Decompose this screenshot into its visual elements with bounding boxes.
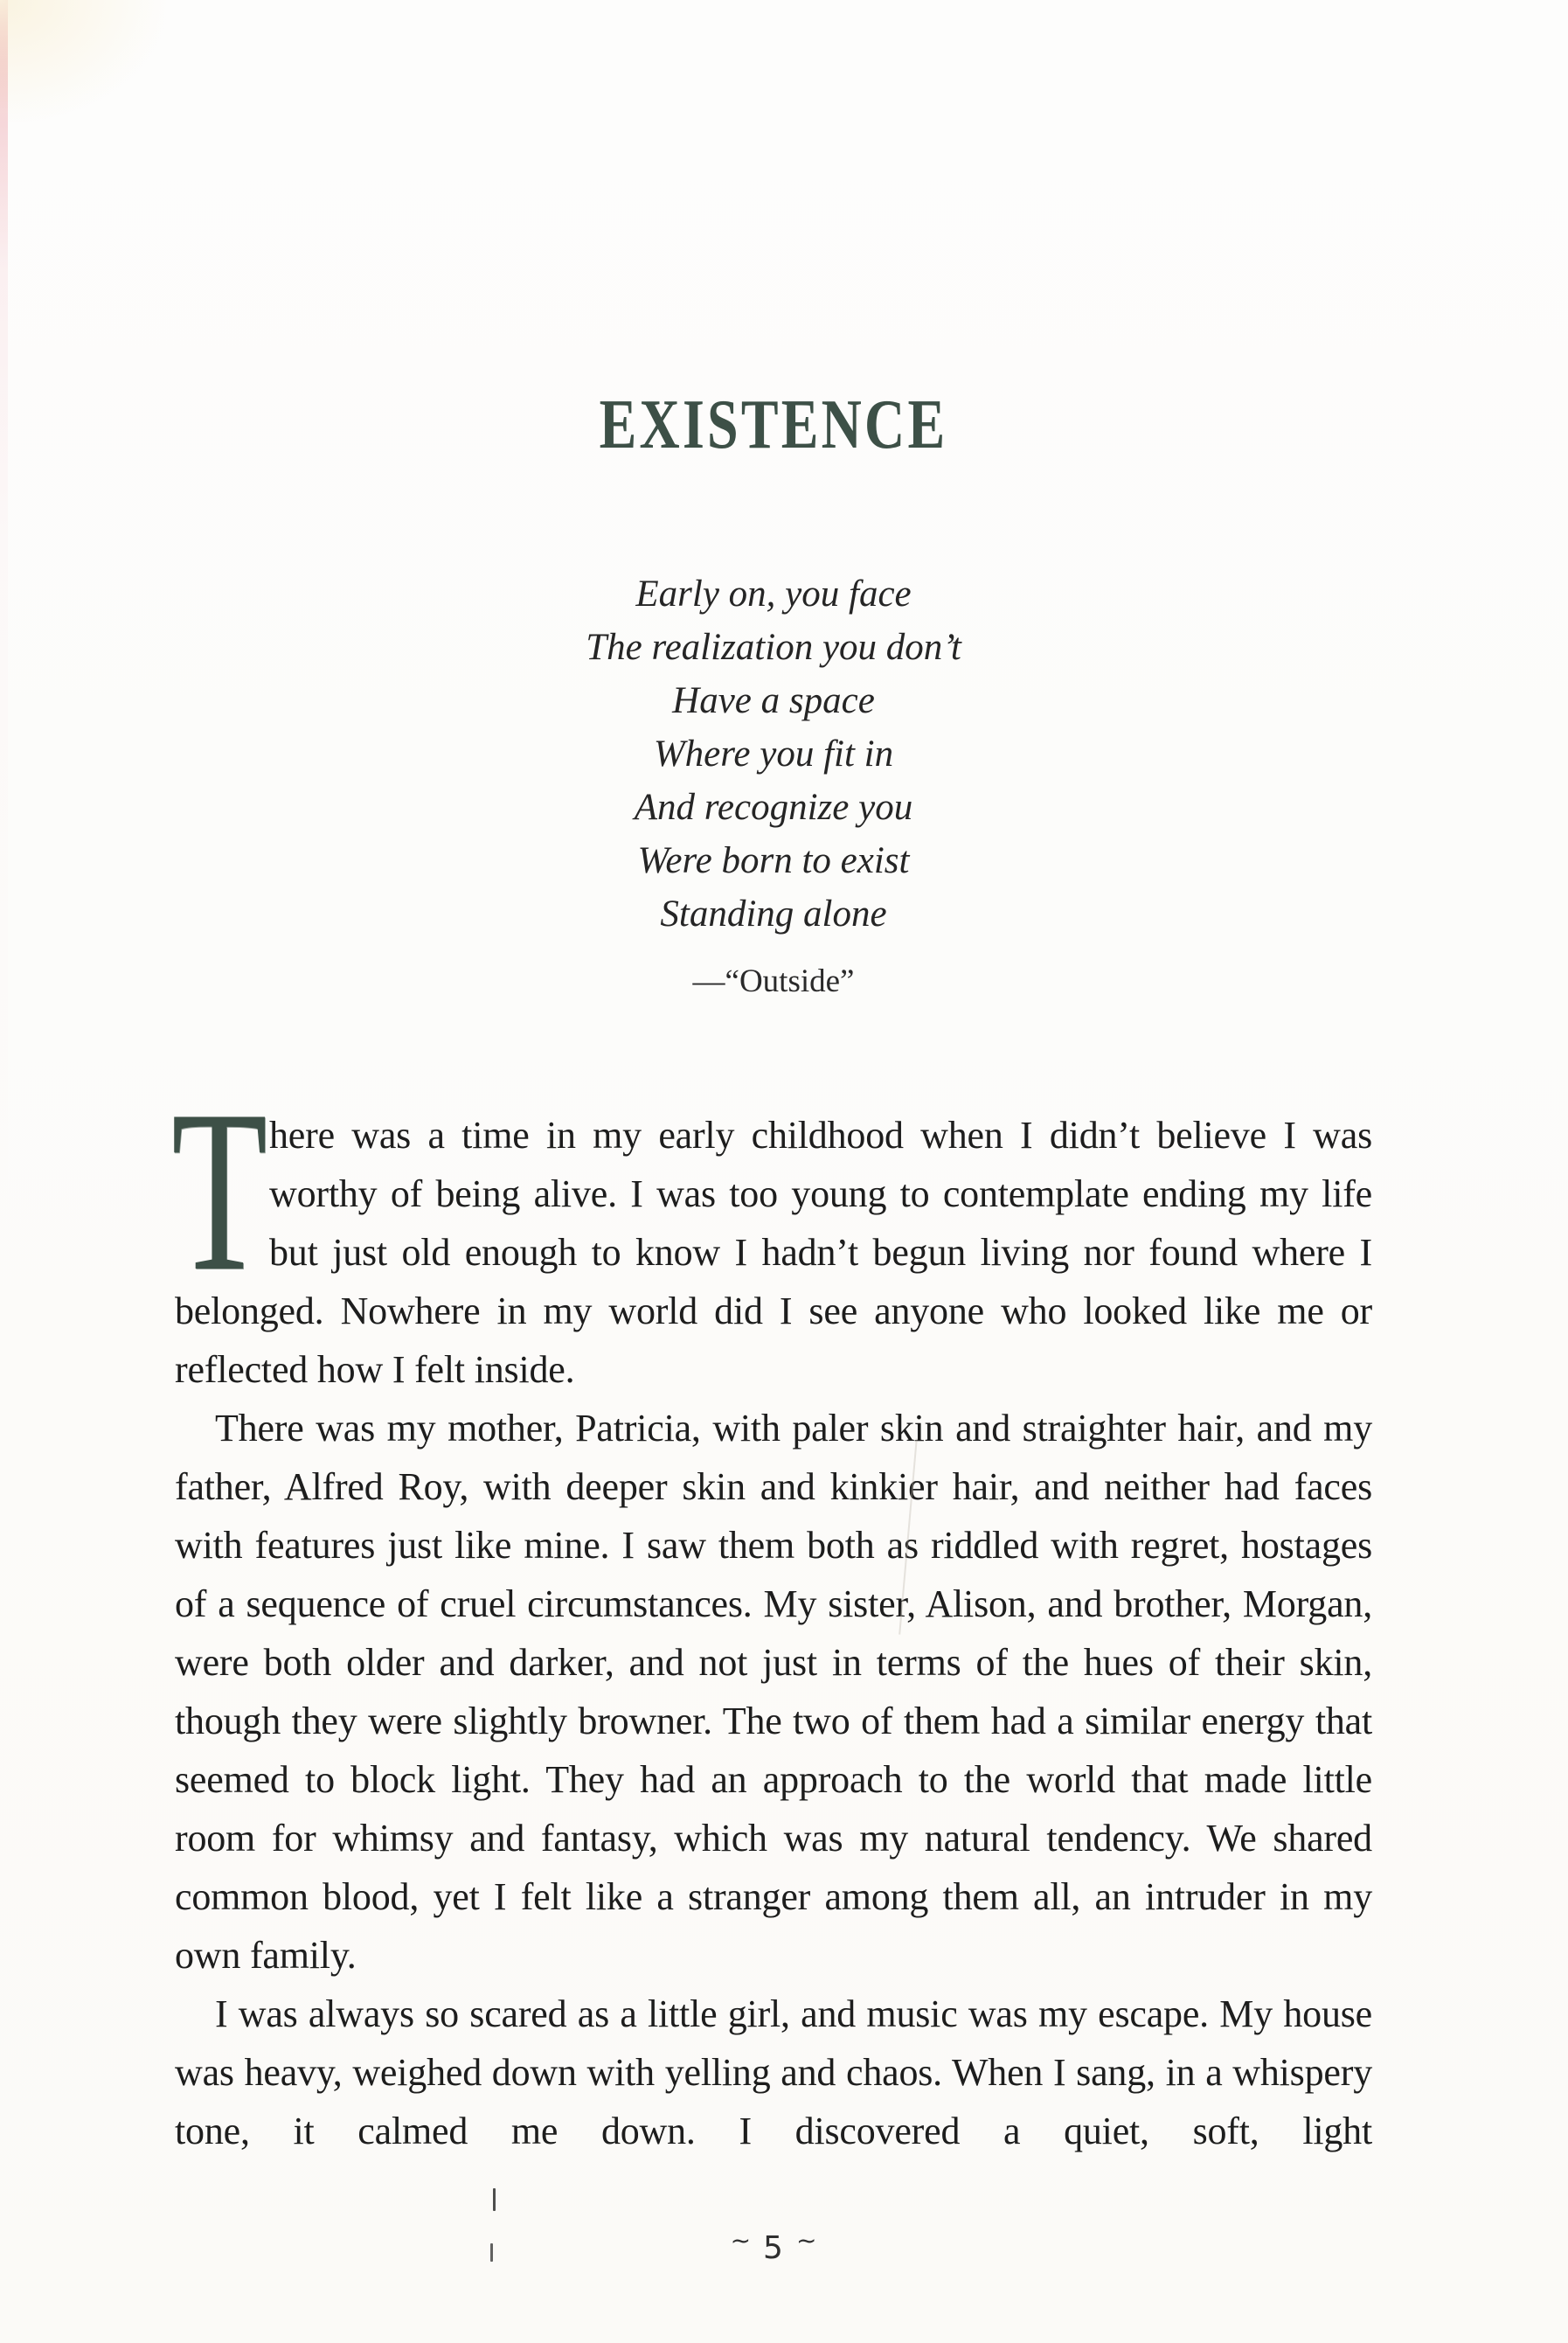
poem-line: Where you fit in xyxy=(653,733,894,775)
epigraph-poem xyxy=(175,567,1372,1008)
epigraph-attribution: —“Outside” xyxy=(692,963,855,999)
page-number xyxy=(175,2226,1372,2268)
poem-line: And recognize you xyxy=(634,787,913,828)
folio-tilde-right: ~ xyxy=(795,2226,817,2255)
paragraph xyxy=(171,1063,1372,1399)
scan-artifact-tick xyxy=(493,2188,496,2211)
chapter-title: EXISTENCE xyxy=(599,386,948,463)
paragraph-text: here was a time in my early childhood when I didn’t believe I was worthy of being alive. I was too young to contemplate ending my life but just old enough to know I hadn’t begun living nor found where I belonged. Nowhere in my world did I see anyone who looked like me or reflected how I felt inside. xyxy=(175,1114,1372,1391)
poem-line: Were born to exist xyxy=(637,840,910,881)
scan-corner-tint xyxy=(0,0,166,122)
poem-line: Have a space xyxy=(672,680,875,721)
drop-cap xyxy=(171,1063,269,1319)
poem-line: Early on, you face xyxy=(635,574,912,615)
paragraph: There was my mother, Patricia, with paler skin and straighter hair, and my father, Alfred Roy, with deeper skin and kinkier hair, and neither had faces with features just like mine. I saw them both as riddled with regret, hostages of a sequence of cruel circumstances. My sister, Alison, and brother, Morgan, were both older and darker, and not just in terms of the hues of their skin, though they were slightly browner. The two of them had a similar energy that seemed to block light. They had an approach to the world that made little room for whimsy and fantasy, which was my natural tendency. We shared common blood, yet I felt like a stranger among them all, an intruder in my own family. xyxy=(175,1407,1372,1977)
folio-tilde-left: ~ xyxy=(730,2226,752,2255)
paragraph: I was always so scared as a little girl, and music was my escape. My house was heavy, weighed down with yelling and chaos. When I sang, in a whispery tone, it calmed me down. I discovered a quiet, soft, light xyxy=(175,1992,1372,2152)
body-text xyxy=(171,1063,1372,2160)
scan-edge-tint xyxy=(0,0,8,1224)
dropcap-letter: T xyxy=(171,1063,267,1319)
folio-number: 5 xyxy=(763,2230,784,2266)
poem-line: Standing alone xyxy=(660,893,887,935)
poem-line: The realization you don’t xyxy=(586,627,961,668)
